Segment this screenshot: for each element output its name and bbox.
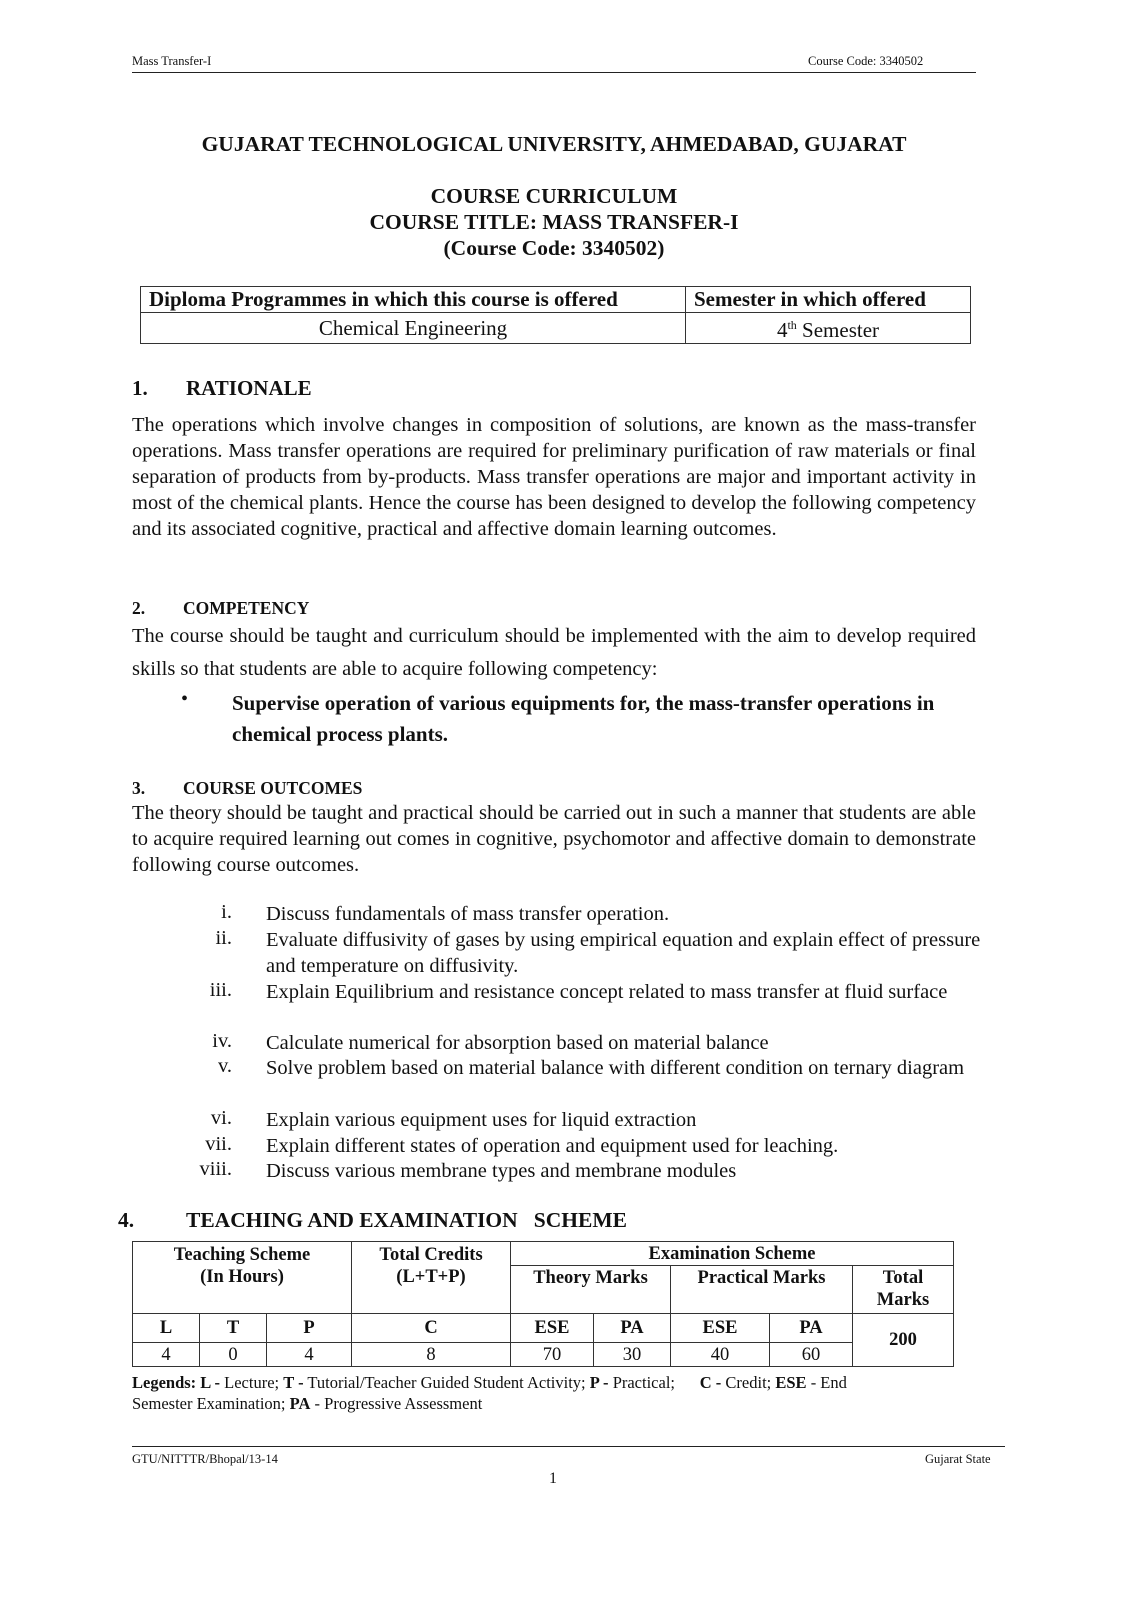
value-theory-ese: 70 xyxy=(511,1343,594,1367)
section-4-title: TEACHING AND EXAMINATION SCHEME xyxy=(186,1208,627,1232)
col-theory-ese: ESE xyxy=(511,1314,594,1343)
competency-text: The course should be taught and curriculum should be implemented with the aim to develop required skills so that students are able to acquire following competency: xyxy=(132,625,976,680)
bullet-icon: • xyxy=(181,688,189,710)
curriculum-title: COURSE CURRICULUM xyxy=(430,184,678,208)
semester-value: 4th Semester xyxy=(686,313,971,344)
footer-right: Gujarat State xyxy=(925,1452,991,1466)
examination-scheme-header: Examination Scheme xyxy=(511,1242,954,1266)
teaching-scheme-header: Teaching Scheme (In Hours) xyxy=(133,1242,352,1314)
semester-header: Semester in which offered xyxy=(686,287,971,313)
col-l: L xyxy=(133,1314,200,1343)
value-c: 8 xyxy=(352,1343,511,1367)
value-practical-ese: 40 xyxy=(671,1343,770,1367)
col-c: C xyxy=(352,1314,511,1343)
col-practical-pa: PA xyxy=(770,1314,853,1343)
section-2-title: COMPETENCY xyxy=(183,598,310,618)
col-practical-ese: ESE xyxy=(671,1314,770,1343)
competency-statement: Supervise operation of various equipments for, the mass-transfer operations in chemical process plants. xyxy=(232,691,935,746)
scheme-table xyxy=(132,1241,954,1367)
col-theory-pa: PA xyxy=(594,1314,671,1343)
header-rule xyxy=(132,72,976,73)
header-course-code: Course Code: 3340502 xyxy=(808,54,924,68)
section-4-number: 4. xyxy=(118,1208,135,1232)
total-marks-value: 200 xyxy=(853,1314,954,1367)
university-title: GUJARAT TECHNOLOGICAL UNIVERSITY, AHMEDABAD, GUJARAT xyxy=(201,132,907,156)
value-theory-pa: 30 xyxy=(594,1343,671,1367)
value-practical-pa: 60 xyxy=(770,1343,853,1367)
theory-marks-header: Theory Marks xyxy=(511,1266,671,1314)
header-course-name: Mass Transfer-I xyxy=(132,54,212,68)
outcomes-text: The theory should be taught and practical should be carried out in such a manner that students are able to acquire required learning out comes in cognitive, psychomotor and affective domain to demonstrate following course outcomes. xyxy=(132,802,976,876)
course-title: COURSE TITLE: MASS TRANSFER-I xyxy=(369,210,739,234)
total-marks-header: Total Marks xyxy=(853,1266,954,1314)
section-2-number: 2. xyxy=(132,598,146,618)
rationale-text: The operations which involve changes in composition of solutions, are known as the mass-transfer operations. Mass transfer operations are required for preliminary purification of raw materials or final separation of products from by-products. Mass transfer operations are major and important activity in most of the chemical plants. Hence the course has been designed to develop the following competency and its associated cognitive, practical and affective domain learning outcomes. xyxy=(132,414,976,540)
programme-table xyxy=(140,286,971,344)
course-code-title: (Course Code: 3340502) xyxy=(443,236,665,260)
page-number: 1 xyxy=(549,1470,557,1487)
section-1-title: RATIONALE xyxy=(186,376,312,400)
value-t: 0 xyxy=(200,1343,267,1367)
programme-value: Chemical Engineering xyxy=(141,313,686,344)
footer-rule xyxy=(132,1446,1005,1447)
programme-header: Diploma Programmes in which this course is offered xyxy=(141,287,686,313)
value-l: 4 xyxy=(133,1343,200,1367)
col-p: P xyxy=(267,1314,352,1343)
section-3-number: 3. xyxy=(132,778,146,798)
legends: Legends: L - Lecture; T - Tutorial/Teacher Guided Student Activity; P - Practical; C - Credit; ESE - End Semester Examination; PA - Progressive Assessment xyxy=(132,1373,847,1413)
value-p: 4 xyxy=(267,1343,352,1367)
section-1-number: 1. xyxy=(132,376,148,400)
total-credits-header: Total Credits (L+T+P) xyxy=(352,1242,511,1314)
footer-left: GTU/NITTTR/Bhopal/13-14 xyxy=(132,1452,278,1466)
practical-marks-header: Practical Marks xyxy=(671,1266,853,1314)
col-t: T xyxy=(200,1314,267,1343)
section-3-title: COURSE OUTCOMES xyxy=(183,778,363,798)
